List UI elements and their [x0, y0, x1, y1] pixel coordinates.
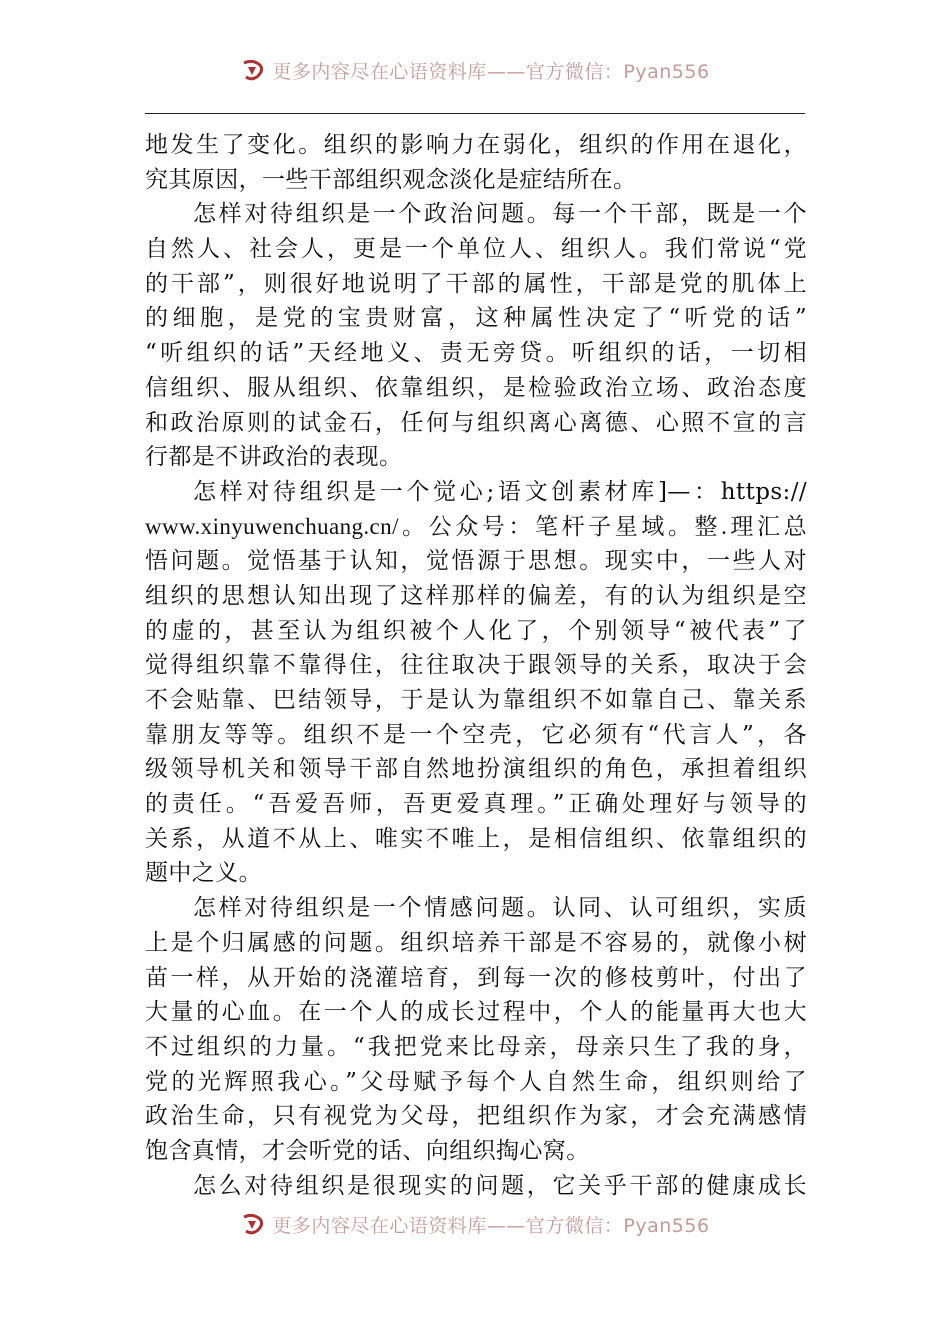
- body-line: 的细胞，是党的宝贵财富，这种属性决定了“听党的话”: [145, 305, 807, 332]
- body-line: 上是个归属感的问题。组织培养干部是不容易的，就像小树: [145, 929, 807, 956]
- footer-watermark: [0, 1206, 950, 1242]
- body-line: 悟问题。觉悟基于认知，觉悟源于思想。现实中，一些人对: [145, 548, 807, 575]
- document-body: [145, 128, 807, 1203]
- brand-logo-icon: [240, 57, 266, 83]
- body-line: 的干部”，则很好地说明了干部的属性，干部是党的肌体上: [145, 270, 807, 297]
- body-line: 怎样对待组织是一个政治问题。每一个干部，既是一个: [193, 201, 807, 228]
- body-line: 党的光辉照我心。”父母赋予每个人自然生命，组织则给了: [145, 1068, 807, 1095]
- body-line: 和政治原则的试金石，任何与组织离心离德、心照不宣的言: [145, 409, 807, 436]
- body-line: 级领导机关和领导干部自然地扮演组织的角色，承担着组织: [145, 756, 807, 783]
- header-divider: [145, 113, 805, 114]
- body-line: 苗一样，从开始的浇灌培育，到每一次的修枝剪叶，付出了: [145, 964, 807, 991]
- body-line: 关系，从道不从上、唯实不唯上，是相信组织、依靠组织的: [145, 825, 807, 852]
- body-line: 靠朋友等等。组织不是一个空壳，它必须有“代言人”，各: [145, 721, 807, 748]
- body-line: 自然人、社会人，更是一个单位人、组织人。我们常说“党: [145, 236, 807, 263]
- body-line: 的虚的，甚至认为组织被个人化了，个别领导“被代表”了: [145, 617, 807, 644]
- body-line: 不会贴靠、巴结领导，于是认为靠组织不如靠自己、靠关系: [145, 687, 807, 713]
- body-line: www.xinyuwenchuang.cn/。公众号：笔杆子星域。整.理汇总: [145, 513, 807, 539]
- body-line: 怎样对待组织是一个情感问题。认同、认可组织，实质: [193, 895, 807, 922]
- body-line: 怎么对待组织是很现实的问题，它关乎干部的健康成长: [193, 1172, 807, 1199]
- body-line: 不过组织的力量。“我把党来比母亲，母亲只生了我的身，: [145, 1033, 807, 1060]
- body-line: 大量的心血。在一个人的成长过程中，个人的能量再大也大: [145, 999, 807, 1026]
- footer-watermark-text: 更多内容尽在心语资料库——官方微信：Pyan556: [272, 1214, 710, 1237]
- body-line: “听组织的话”天经地义、责无旁贷。听组织的话，一切相: [145, 340, 807, 367]
- body-line: 究其原因，一些干部组织观念淡化是症结所在。: [145, 166, 637, 193]
- body-line: 题中之义。: [145, 860, 262, 887]
- body-line: 行都是不讲政治的表现。: [145, 444, 403, 471]
- header-watermark-text: 更多内容尽在心语资料库——官方微信：Pyan556: [272, 60, 710, 83]
- body-line: 信组织、服从组织、依靠组织，是检验政治立场、政治态度: [145, 374, 807, 401]
- body-line: 觉得组织靠不靠得住，往往取决于跟领导的关系，取决于会: [145, 652, 807, 679]
- body-line: 地发生了变化。组织的影响力在弱化，组织的作用在退化，: [145, 132, 807, 158]
- header-watermark: [0, 52, 950, 88]
- brand-logo-icon: [240, 1211, 266, 1237]
- body-line: 组织的思想认知出现了这样那样的偏差，有的认为组织是空: [145, 582, 807, 609]
- body-line: 政治生命，只有视党为父母，把组织作为家，才会充满感情: [145, 1103, 807, 1130]
- body-line: 怎样对待组织是一个觉心;语文创素材库]—：https://: [193, 478, 807, 505]
- body-line: 饱含真情，才会听党的话、向组织掏心窝。: [145, 1137, 590, 1164]
- body-line: 的责任。“吾爱吾师，吾更爱真理。”正确处理好与领导的: [145, 791, 807, 818]
